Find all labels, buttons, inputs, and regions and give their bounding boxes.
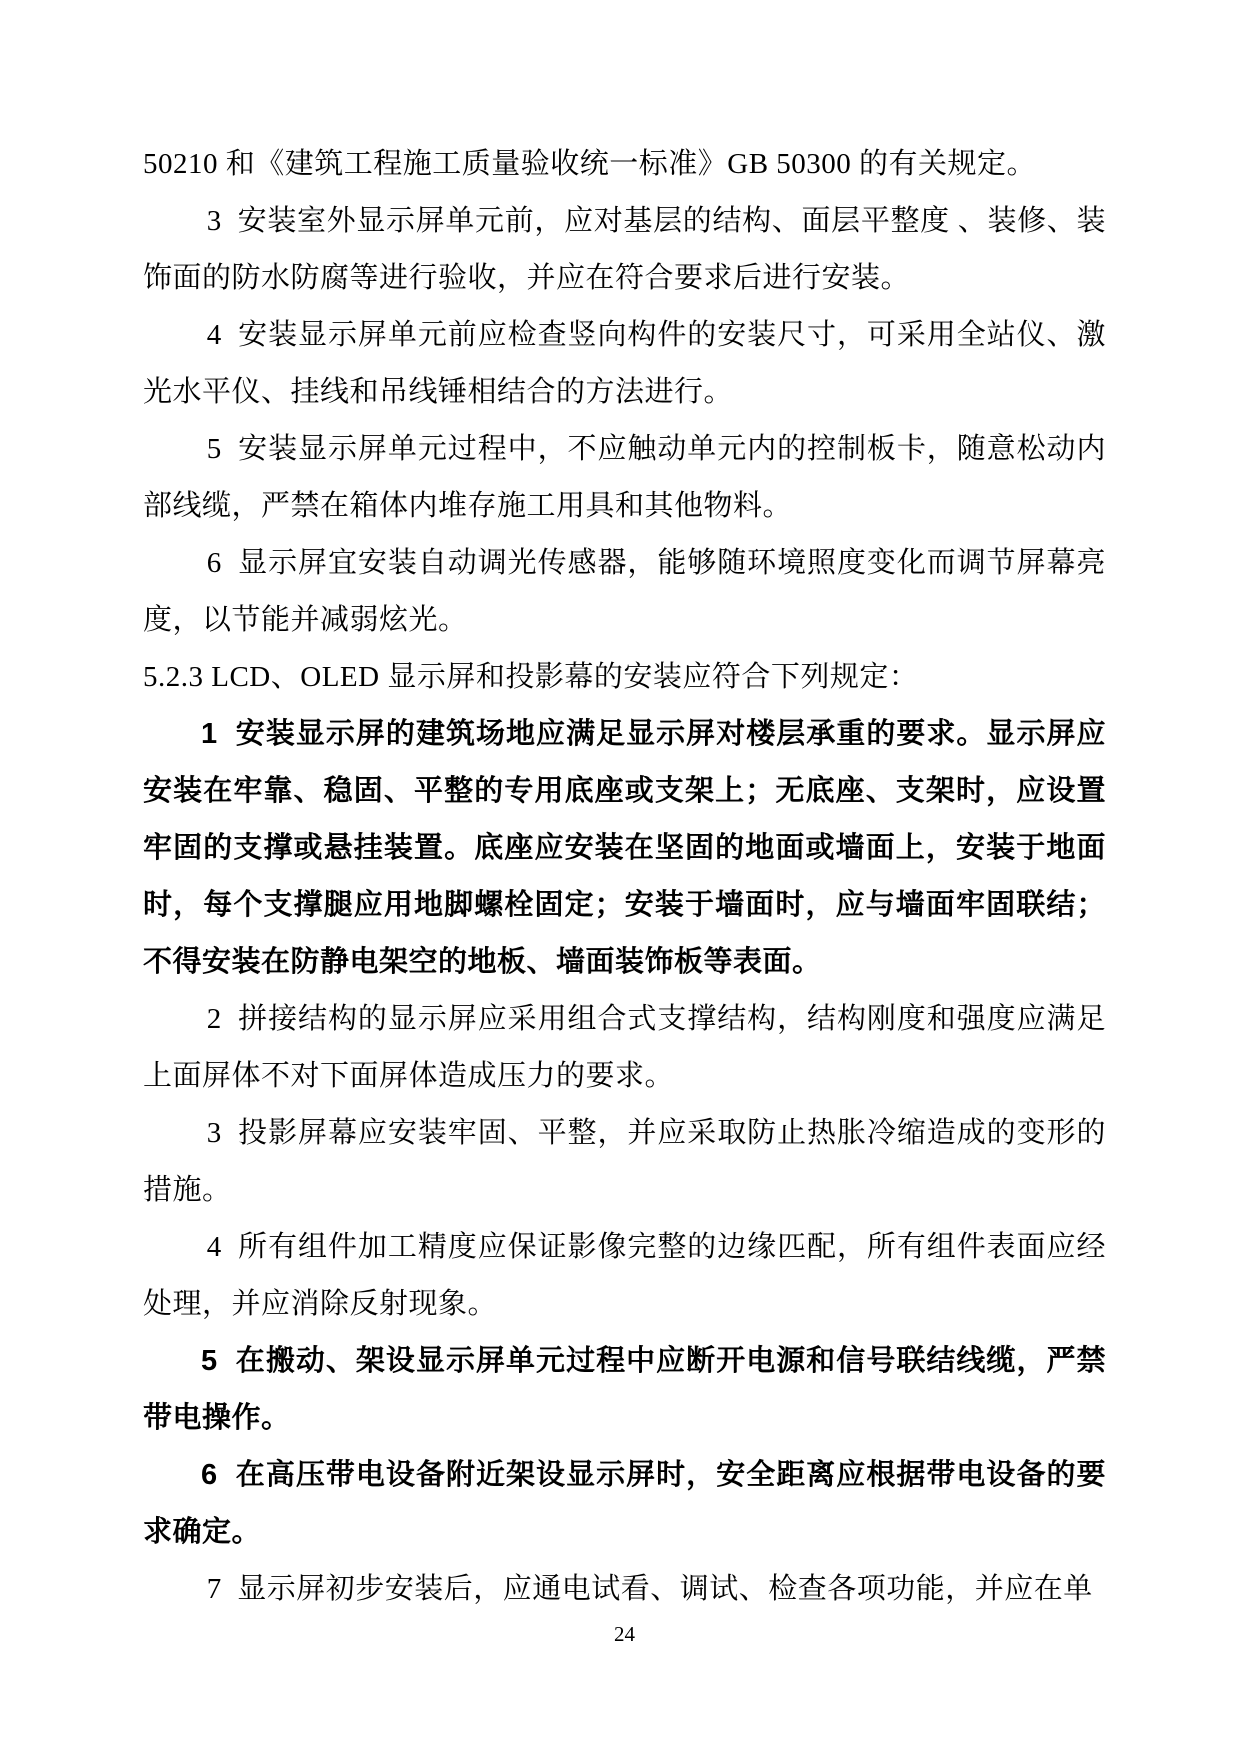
- paragraph: 4 安装显示屏单元前应检查竖向构件的安装尺寸，可采用全站仪、激光水平仪、挂线和吊线锤相结合的方法进行。: [143, 319, 1106, 408]
- paragraph: 50210 和《建筑工程施工质量验收统一标准》GB 50300 的有关规定。: [143, 148, 1037, 180]
- paragraph: 6 显示屏宜安装自动调光传感器，能够随环境照度变化而调节屏幕亮度，以节能并减弱炫光。: [143, 547, 1106, 636]
- paragraph: 3 安装室外显示屏单元前，应对基层的结构、面层平整度 、装修、装饰面的防水防腐等进行验收，并应在符合要求后进行安装。: [143, 205, 1106, 294]
- document-body: [143, 136, 1106, 1618]
- paragraph: 4 所有组件加工精度应保证影像完整的边缘匹配，所有组件表面应经处理，并应消除反射现象。: [143, 1231, 1106, 1320]
- paragraph: 2 拼接结构的显示屏应采用组合式支撑结构，结构刚度和强度应满足上面屏体不对下面屏体造成压力的要求。: [143, 1003, 1106, 1092]
- paragraph: 1 安装显示屏的建筑场地应满足显示屏对楼层承重的要求。显示屏应安装在牢靠、稳固、平整的专用底座或支架上；无底座、支架时，应设置牢固的支撑或悬挂装置。底座应安装在坚固的地面或墙面上，安装于地面时，每个支撑腿应用地脚螺栓固定；安装于墙面时，应与墙面牢固联结；不得安装在防静电架空的地板、墙面装饰板等表面。: [143, 718, 1106, 978]
- paragraph: 5.2.3 LCD、OLED 显示屏和投影幕的安装应符合下列规定：: [143, 661, 919, 693]
- paragraph: 5 安装显示屏单元过程中，不应触动单元内的控制板卡，随意松动内部线缆，严禁在箱体内堆存施工用具和其他物料。: [143, 433, 1106, 522]
- paragraph: 6 在高压带电设备附近架设显示屏时，安全距离应根据带电设备的要求确定。: [143, 1459, 1106, 1548]
- page-number: 24: [614, 1622, 635, 1646]
- paragraph: 7 显示屏初步安装后，应通电试看、调试、检查各项功能，并应在单: [206, 1573, 1093, 1605]
- paragraph: 5 在搬动、架设显示屏单元过程中应断开电源和信号联结线缆，严禁带电操作。: [143, 1345, 1106, 1434]
- paragraph: 3 投影屏幕应安装牢固、平整，并应采取防止热胀冷缩造成的变形的措施。: [143, 1117, 1106, 1206]
